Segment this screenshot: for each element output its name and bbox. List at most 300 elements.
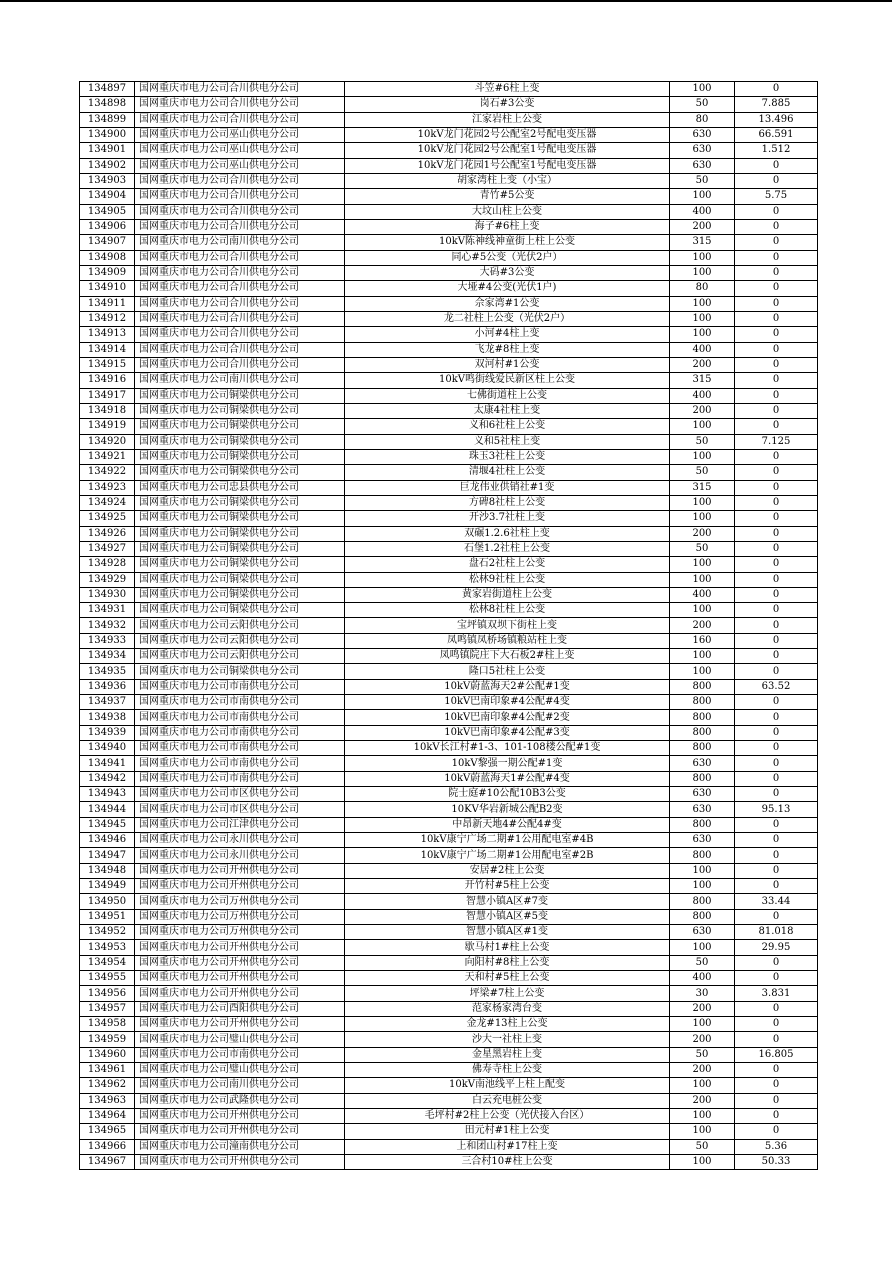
value-cell: 0: [735, 848, 818, 863]
row-id-cell: 134934: [80, 649, 135, 664]
org-cell: 国网重庆市电力公司璧山供电分公司: [135, 1032, 345, 1047]
transformer-name-cell: 沙大一社柱上变: [345, 1032, 670, 1047]
row-id-cell: 134957: [80, 1001, 135, 1016]
capacity-cell: 800: [670, 725, 735, 740]
value-cell: 0: [735, 725, 818, 740]
capacity-cell: 100: [670, 449, 735, 464]
transformer-name-cell: 白云充电桩公变: [345, 1093, 670, 1108]
row-id-cell: 134955: [80, 971, 135, 986]
capacity-cell: 100: [670, 649, 735, 664]
capacity-cell: 100: [670, 557, 735, 572]
table-row: [80, 925, 818, 940]
transformer-name-cell: 双碾1.2.6社柱上变: [345, 526, 670, 541]
row-id-cell: 134898: [80, 97, 135, 112]
capacity-cell: 630: [670, 925, 735, 940]
value-cell: 33.44: [735, 894, 818, 909]
row-id-cell: 134951: [80, 909, 135, 924]
table-row: [80, 1093, 818, 1108]
org-cell: 国网重庆市电力公司合川供电分公司: [135, 265, 345, 280]
table-row: [80, 679, 818, 694]
value-cell: 0: [735, 771, 818, 786]
table-row: [80, 342, 818, 357]
capacity-cell: 50: [670, 173, 735, 188]
table-row: [80, 1139, 818, 1154]
row-id-cell: 134922: [80, 465, 135, 480]
value-cell: 0: [735, 955, 818, 970]
transformer-name-cell: 青竹#5公变: [345, 189, 670, 204]
org-cell: 国网重庆市电力公司合川供电分公司: [135, 250, 345, 265]
value-cell: 0: [735, 741, 818, 756]
capacity-cell: 630: [670, 787, 735, 802]
value-cell: 1.512: [735, 143, 818, 158]
row-id-cell: 134952: [80, 925, 135, 940]
value-cell: 0: [735, 1017, 818, 1032]
org-cell: 国网重庆市电力公司合川供电分公司: [135, 97, 345, 112]
transformer-name-cell: 黄家岩街道柱上公变: [345, 587, 670, 602]
value-cell: 0: [735, 572, 818, 587]
transformer-name-cell: 天和村#5柱上公变: [345, 971, 670, 986]
table-row: [80, 112, 818, 127]
table-row: [80, 465, 818, 480]
capacity-cell: 50: [670, 1047, 735, 1062]
transformer-name-cell: 开竹村#5柱上公变: [345, 879, 670, 894]
value-cell: 0: [735, 511, 818, 526]
org-cell: 国网重庆市电力公司合川供电分公司: [135, 82, 345, 97]
org-cell: 国网重庆市电力公司开州供电分公司: [135, 940, 345, 955]
transformer-name-cell: 江家岩柱上公变: [345, 112, 670, 127]
org-cell: 国网重庆市电力公司开州供电分公司: [135, 1108, 345, 1123]
row-id-cell: 134901: [80, 143, 135, 158]
org-cell: 国网重庆市电力公司合川供电分公司: [135, 327, 345, 342]
value-cell: 0: [735, 603, 818, 618]
table-row: [80, 265, 818, 280]
org-cell: 国网重庆市电力公司铜梁供电分公司: [135, 572, 345, 587]
value-cell: 0: [735, 235, 818, 250]
table-row: [80, 894, 818, 909]
row-id-cell: 134906: [80, 219, 135, 234]
table-row: [80, 817, 818, 832]
org-cell: 国网重庆市电力公司合川供电分公司: [135, 173, 345, 188]
row-id-cell: 134966: [80, 1139, 135, 1154]
capacity-cell: 400: [670, 971, 735, 986]
table-row: [80, 633, 818, 648]
table-row: [80, 664, 818, 679]
transformer-name-cell: 清堰4社柱上公变: [345, 465, 670, 480]
value-cell: 0: [735, 879, 818, 894]
capacity-cell: 200: [670, 526, 735, 541]
transformer-name-cell: 中昂新天地4#公配4#变: [345, 817, 670, 832]
capacity-cell: 630: [670, 833, 735, 848]
row-id-cell: 134935: [80, 664, 135, 679]
capacity-cell: 100: [670, 1078, 735, 1093]
transformer-name-cell: 松林9社柱上公变: [345, 572, 670, 587]
value-cell: 0: [735, 419, 818, 434]
org-cell: 国网重庆市电力公司开州供电分公司: [135, 863, 345, 878]
value-cell: 0: [735, 833, 818, 848]
transformer-name-cell: 金星黑岩柱上变: [345, 1047, 670, 1062]
row-id-cell: 134907: [80, 235, 135, 250]
table-row: [80, 863, 818, 878]
row-id-cell: 134923: [80, 480, 135, 495]
capacity-cell: 100: [670, 603, 735, 618]
table-row: [80, 82, 818, 97]
capacity-cell: 160: [670, 633, 735, 648]
row-id-cell: 134913: [80, 327, 135, 342]
transformer-name-cell: 开沙3.7社柱上变: [345, 511, 670, 526]
table-row: [80, 741, 818, 756]
table-row: [80, 480, 818, 495]
transformer-name-cell: 松林8社柱上公变: [345, 603, 670, 618]
transformer-name-cell: 10kV龙门花园2号公配室2号配电变压器: [345, 127, 670, 142]
org-cell: 国网重庆市电力公司开州供电分公司: [135, 879, 345, 894]
row-id-cell: 134928: [80, 557, 135, 572]
org-cell: 国网重庆市电力公司铜梁供电分公司: [135, 603, 345, 618]
table-row: [80, 127, 818, 142]
transformer-name-cell: 胡家湾柱上变（小宝）: [345, 173, 670, 188]
capacity-cell: 200: [670, 357, 735, 372]
transformer-name-cell: 海子#6柱上变: [345, 219, 670, 234]
value-cell: 0: [735, 281, 818, 296]
transformer-name-cell: 10kV龙门花园1号公配室1号配电变压器: [345, 158, 670, 173]
table-row: [80, 618, 818, 633]
org-cell: 国网重庆市电力公司云阳供电分公司: [135, 633, 345, 648]
capacity-cell: 200: [670, 1063, 735, 1078]
table-row: [80, 879, 818, 894]
org-cell: 国网重庆市电力公司铜梁供电分公司: [135, 587, 345, 602]
transformer-name-cell: 岗石#3公变: [345, 97, 670, 112]
table-row: [80, 710, 818, 725]
capacity-cell: 50: [670, 955, 735, 970]
row-id-cell: 134945: [80, 817, 135, 832]
transformer-name-cell: 同心#5公变（光伏2户）: [345, 250, 670, 265]
org-cell: 国网重庆市电力公司合川供电分公司: [135, 311, 345, 326]
table-row: [80, 449, 818, 464]
capacity-cell: 30: [670, 986, 735, 1001]
org-cell: 国网重庆市电力公司铜梁供电分公司: [135, 495, 345, 510]
table-row: [80, 189, 818, 204]
org-cell: 国网重庆市电力公司市南供电分公司: [135, 710, 345, 725]
value-cell: 66.591: [735, 127, 818, 142]
capacity-cell: 100: [670, 1108, 735, 1123]
table-row: [80, 311, 818, 326]
row-id-cell: 134958: [80, 1017, 135, 1032]
org-cell: 国网重庆市电力公司永川供电分公司: [135, 833, 345, 848]
transformer-name-cell: 石堡1.2社柱上公变: [345, 541, 670, 556]
org-cell: 国网重庆市电力公司铜梁供电分公司: [135, 511, 345, 526]
org-cell: 国网重庆市电力公司潼南供电分公司: [135, 1139, 345, 1154]
capacity-cell: 100: [670, 311, 735, 326]
capacity-cell: 100: [670, 327, 735, 342]
value-cell: 5.75: [735, 189, 818, 204]
capacity-cell: 100: [670, 572, 735, 587]
org-cell: 国网重庆市电力公司铜梁供电分公司: [135, 664, 345, 679]
org-cell: 国网重庆市电力公司巫山供电分公司: [135, 127, 345, 142]
org-cell: 国网重庆市电力公司合川供电分公司: [135, 112, 345, 127]
table-row: [80, 787, 818, 802]
org-cell: 国网重庆市电力公司江津供电分公司: [135, 817, 345, 832]
table-row: [80, 541, 818, 556]
capacity-cell: 400: [670, 587, 735, 602]
transformer-name-cell: 义和5社柱上变: [345, 434, 670, 449]
transformer-name-cell: 10kV蔚蓝海天2#公配#1变: [345, 679, 670, 694]
transformer-name-cell: 范家杨家湾台变: [345, 1001, 670, 1016]
transformer-name-cell: 10kV康宁广场二期#1公用配电室#2B: [345, 848, 670, 863]
transformer-name-cell: 上和团山村#17柱上变: [345, 1139, 670, 1154]
org-cell: 国网重庆市电力公司市南供电分公司: [135, 756, 345, 771]
capacity-cell: 200: [670, 403, 735, 418]
org-cell: 国网重庆市电力公司铜梁供电分公司: [135, 419, 345, 434]
row-id-cell: 134959: [80, 1032, 135, 1047]
transformer-name-cell: 三合村10#柱上公变: [345, 1154, 670, 1169]
transformer-name-cell: 安居#2柱上公变: [345, 863, 670, 878]
table-row: [80, 143, 818, 158]
org-cell: 国网重庆市电力公司铜梁供电分公司: [135, 465, 345, 480]
value-cell: 0: [735, 756, 818, 771]
transformer-name-cell: 10KV华岩新城公配B2变: [345, 802, 670, 817]
value-cell: 7.125: [735, 434, 818, 449]
row-id-cell: 134933: [80, 633, 135, 648]
table-row: [80, 909, 818, 924]
value-cell: 0: [735, 327, 818, 342]
table-row: [80, 204, 818, 219]
org-cell: 国网重庆市电力公司武隆供电分公司: [135, 1093, 345, 1108]
row-id-cell: 134916: [80, 373, 135, 388]
value-cell: 63.52: [735, 679, 818, 694]
capacity-cell: 100: [670, 250, 735, 265]
value-cell: 0: [735, 787, 818, 802]
org-cell: 国网重庆市电力公司合川供电分公司: [135, 219, 345, 234]
value-cell: 81.018: [735, 925, 818, 940]
table-row: [80, 403, 818, 418]
table-row: [80, 649, 818, 664]
value-cell: 3.831: [735, 986, 818, 1001]
row-id-cell: 134911: [80, 296, 135, 311]
transformer-name-cell: 向阳村#8柱上公变: [345, 955, 670, 970]
capacity-cell: 100: [670, 265, 735, 280]
row-id-cell: 134905: [80, 204, 135, 219]
transformer-name-cell: 太康4社柱上变: [345, 403, 670, 418]
capacity-cell: 50: [670, 97, 735, 112]
table-row: [80, 373, 818, 388]
capacity-cell: 315: [670, 235, 735, 250]
capacity-cell: 100: [670, 82, 735, 97]
org-cell: 国网重庆市电力公司合川供电分公司: [135, 189, 345, 204]
org-cell: 国网重庆市电力公司开州供电分公司: [135, 986, 345, 1001]
capacity-cell: 800: [670, 695, 735, 710]
row-id-cell: 134917: [80, 388, 135, 403]
capacity-cell: 80: [670, 112, 735, 127]
row-id-cell: 134963: [80, 1093, 135, 1108]
org-cell: 国网重庆市电力公司南川供电分公司: [135, 1078, 345, 1093]
org-cell: 国网重庆市电力公司市南供电分公司: [135, 1047, 345, 1062]
row-id-cell: 134903: [80, 173, 135, 188]
transformer-name-cell: 10kV黎强一期公配#1变: [345, 756, 670, 771]
transformer-name-cell: 田元村#1柱上公变: [345, 1124, 670, 1139]
value-cell: 0: [735, 1078, 818, 1093]
table-row: [80, 219, 818, 234]
transformer-name-cell: 佘家湾#1公变: [345, 296, 670, 311]
value-cell: 0: [735, 618, 818, 633]
row-id-cell: 134912: [80, 311, 135, 326]
capacity-cell: 50: [670, 434, 735, 449]
value-cell: 0: [735, 909, 818, 924]
capacity-cell: 800: [670, 771, 735, 786]
transformer-name-cell: 大码#3公变: [345, 265, 670, 280]
transformer-name-cell: 智慧小镇A区#5变: [345, 909, 670, 924]
capacity-cell: 100: [670, 1154, 735, 1169]
org-cell: 国网重庆市电力公司云阳供电分公司: [135, 649, 345, 664]
capacity-cell: 800: [670, 909, 735, 924]
table-row: [80, 158, 818, 173]
org-cell: 国网重庆市电力公司开州供电分公司: [135, 955, 345, 970]
value-cell: 0: [735, 403, 818, 418]
transformer-name-cell: 坪梁#7柱上公变: [345, 986, 670, 1001]
value-cell: 0: [735, 526, 818, 541]
org-cell: 国网重庆市电力公司市南供电分公司: [135, 741, 345, 756]
row-id-cell: 134915: [80, 357, 135, 372]
value-cell: 0: [735, 557, 818, 572]
table-row: [80, 495, 818, 510]
table-row: [80, 771, 818, 786]
row-id-cell: 134927: [80, 541, 135, 556]
org-cell: 国网重庆市电力公司南川供电分公司: [135, 373, 345, 388]
value-cell: 0: [735, 863, 818, 878]
row-id-cell: 134902: [80, 158, 135, 173]
row-id-cell: 134897: [80, 82, 135, 97]
table-row: [80, 281, 818, 296]
capacity-cell: 100: [670, 863, 735, 878]
value-cell: 0: [735, 649, 818, 664]
capacity-cell: 630: [670, 143, 735, 158]
row-id-cell: 134930: [80, 587, 135, 602]
table-row: [80, 940, 818, 955]
capacity-cell: 80: [670, 281, 735, 296]
capacity-cell: 200: [670, 1001, 735, 1016]
row-id-cell: 134941: [80, 756, 135, 771]
org-cell: 国网重庆市电力公司合川供电分公司: [135, 342, 345, 357]
value-cell: 0: [735, 587, 818, 602]
page-top-rule: [0, 0, 892, 2]
transformer-name-cell: 10kV蔚蓝海天1#公配#4变: [345, 771, 670, 786]
org-cell: 国网重庆市电力公司万州供电分公司: [135, 894, 345, 909]
table-row: [80, 848, 818, 863]
capacity-cell: 800: [670, 894, 735, 909]
org-cell: 国网重庆市电力公司开州供电分公司: [135, 1124, 345, 1139]
value-cell: 50.33: [735, 1154, 818, 1169]
row-id-cell: 134938: [80, 710, 135, 725]
row-id-cell: 134921: [80, 449, 135, 464]
org-cell: 国网重庆市电力公司铜梁供电分公司: [135, 449, 345, 464]
row-id-cell: 134944: [80, 802, 135, 817]
row-id-cell: 134954: [80, 955, 135, 970]
value-cell: 0: [735, 1001, 818, 1016]
table-row: [80, 833, 818, 848]
transformer-name-cell: 飞龙#8柱上变: [345, 342, 670, 357]
value-cell: 0: [735, 480, 818, 495]
row-id-cell: 134943: [80, 787, 135, 802]
transformer-name-cell: 斗笠#6柱上变: [345, 82, 670, 97]
row-id-cell: 134908: [80, 250, 135, 265]
row-id-cell: 134932: [80, 618, 135, 633]
value-cell: 0: [735, 311, 818, 326]
capacity-cell: 100: [670, 296, 735, 311]
value-cell: 7.885: [735, 97, 818, 112]
org-cell: 国网重庆市电力公司云阳供电分公司: [135, 618, 345, 633]
table-row: [80, 1032, 818, 1047]
capacity-cell: 200: [670, 1093, 735, 1108]
row-id-cell: 134961: [80, 1063, 135, 1078]
row-id-cell: 134967: [80, 1154, 135, 1169]
transformer-name-cell: 大坟山柱上公变: [345, 204, 670, 219]
value-cell: 0: [735, 1124, 818, 1139]
capacity-cell: 800: [670, 710, 735, 725]
row-id-cell: 134936: [80, 679, 135, 694]
value-cell: 13.496: [735, 112, 818, 127]
transformer-name-cell: 七佛街道柱上公变: [345, 388, 670, 403]
org-cell: 国网重庆市电力公司开州供电分公司: [135, 971, 345, 986]
row-id-cell: 134918: [80, 403, 135, 418]
capacity-cell: 800: [670, 817, 735, 832]
table-row: [80, 695, 818, 710]
table-row: [80, 1017, 818, 1032]
transformer-name-cell: 双河村#1公变: [345, 357, 670, 372]
transformer-name-cell: 10kV龙门花园2号公配室1号配电变压器: [345, 143, 670, 158]
capacity-cell: 400: [670, 342, 735, 357]
capacity-cell: 100: [670, 879, 735, 894]
row-id-cell: 134931: [80, 603, 135, 618]
value-cell: 0: [735, 158, 818, 173]
capacity-cell: 100: [670, 189, 735, 204]
transformer-name-cell: 10kV陈神线神童街上柱上公变: [345, 235, 670, 250]
value-cell: 0: [735, 1032, 818, 1047]
org-cell: 国网重庆市电力公司巫山供电分公司: [135, 158, 345, 173]
transformer-name-cell: 金龙#13柱上公变: [345, 1017, 670, 1032]
capacity-cell: 50: [670, 465, 735, 480]
capacity-cell: 50: [670, 541, 735, 556]
org-cell: 国网重庆市电力公司市南供电分公司: [135, 725, 345, 740]
org-cell: 国网重庆市电力公司忠县供电分公司: [135, 480, 345, 495]
value-cell: 0: [735, 373, 818, 388]
capacity-cell: 200: [670, 1032, 735, 1047]
capacity-cell: 100: [670, 1017, 735, 1032]
value-cell: 0: [735, 296, 818, 311]
value-cell: 95.13: [735, 802, 818, 817]
transformer-name-cell: 方碑8社柱上公变: [345, 495, 670, 510]
row-id-cell: 134926: [80, 526, 135, 541]
capacity-cell: 800: [670, 848, 735, 863]
table-row: [80, 235, 818, 250]
value-cell: 0: [735, 388, 818, 403]
capacity-cell: 400: [670, 204, 735, 219]
table-row: [80, 419, 818, 434]
row-id-cell: 134942: [80, 771, 135, 786]
table-row: [80, 434, 818, 449]
row-id-cell: 134919: [80, 419, 135, 434]
row-id-cell: 134949: [80, 879, 135, 894]
table-row: [80, 173, 818, 188]
capacity-cell: 100: [670, 419, 735, 434]
transformer-name-cell: 大垭#4公变(光伏1户): [345, 281, 670, 296]
value-cell: 0: [735, 204, 818, 219]
table-row: [80, 1047, 818, 1062]
table-row: [80, 97, 818, 112]
value-cell: 0: [735, 1093, 818, 1108]
value-cell: 0: [735, 971, 818, 986]
transformer-name-cell: 10kV南池线平上柱上配变: [345, 1078, 670, 1093]
value-cell: 0: [735, 817, 818, 832]
transformer-name-cell: 10kV巴南印象#4公配#4变: [345, 695, 670, 710]
row-id-cell: 134948: [80, 863, 135, 878]
